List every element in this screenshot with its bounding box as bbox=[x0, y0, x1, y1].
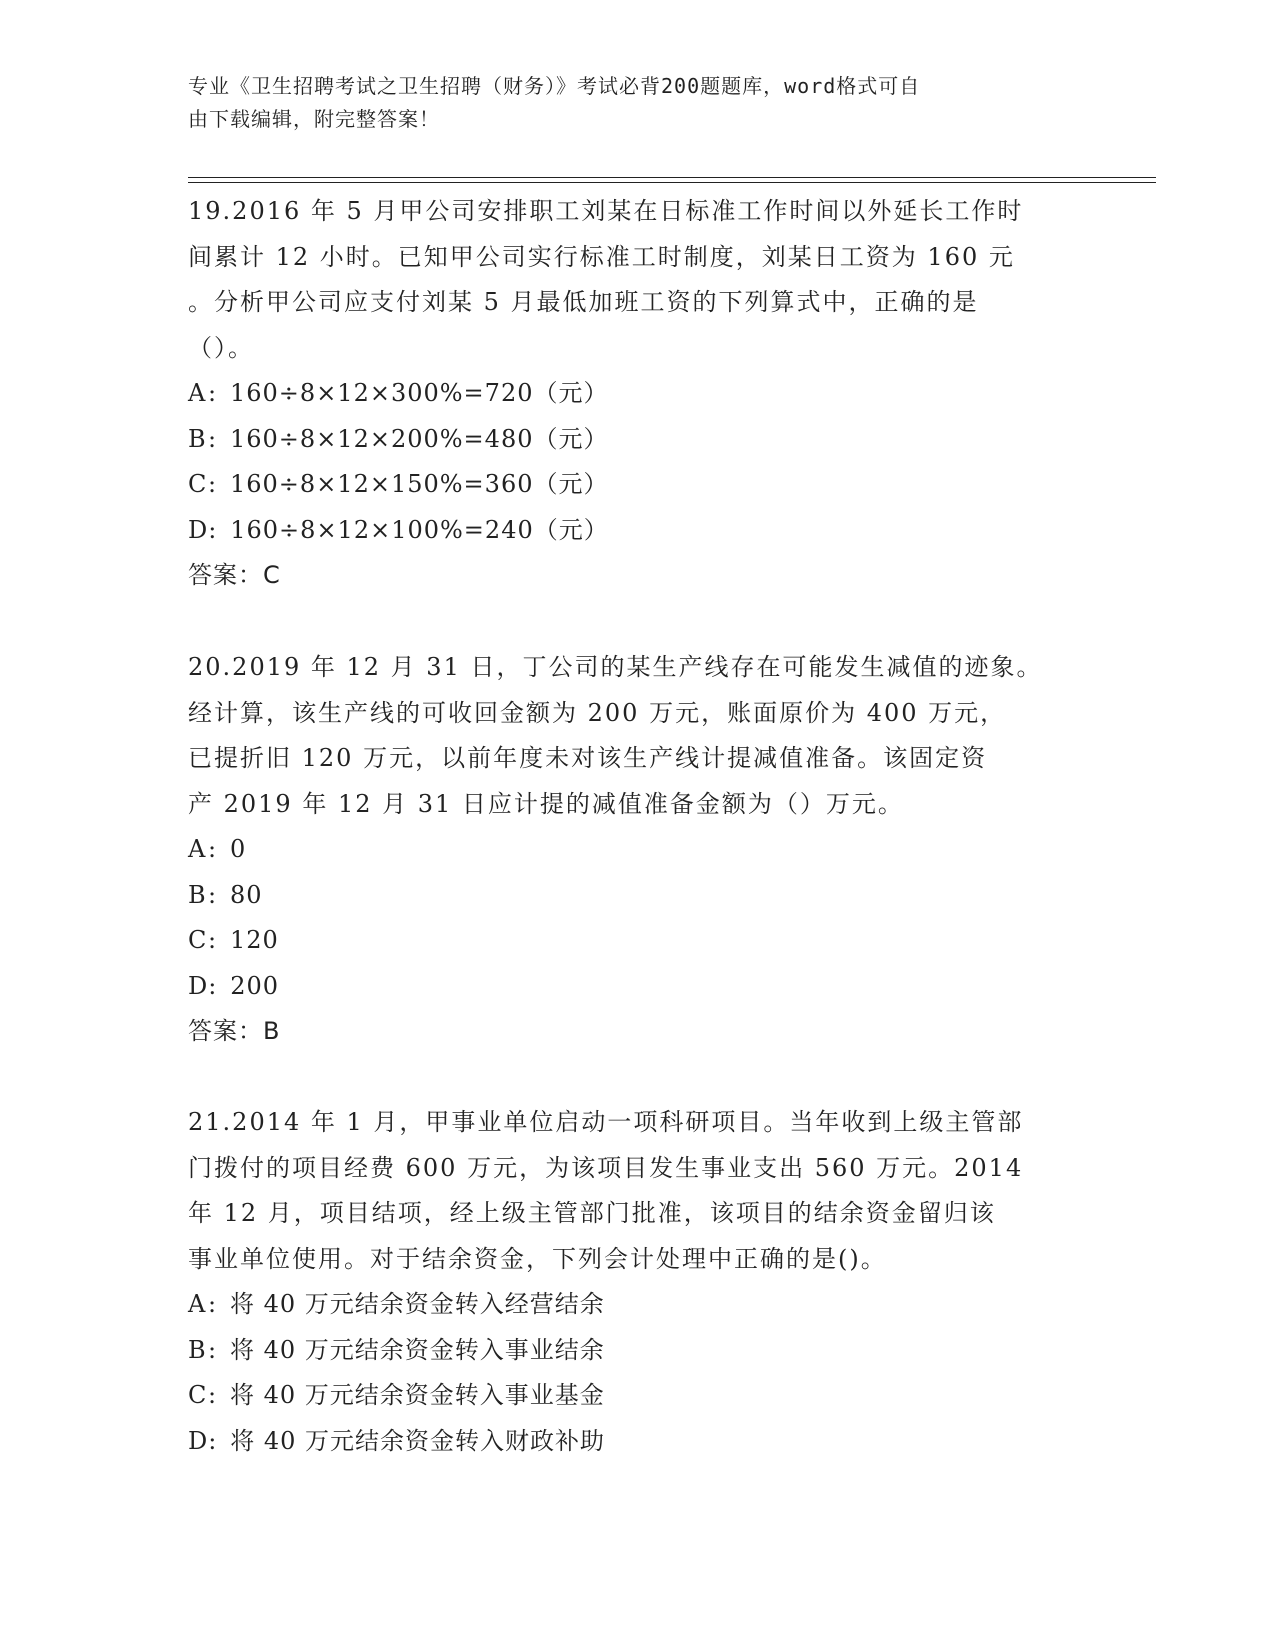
option-text: 0 bbox=[230, 835, 247, 863]
answer-line: 答案：B bbox=[188, 1017, 281, 1045]
header-divider-bottom bbox=[188, 182, 1156, 183]
question-stem-line: 21.2014 年 1 月，甲事业单位启动一项科研项目。当年收到上级主管部 bbox=[188, 1108, 1024, 1136]
question-21 bbox=[188, 1100, 1088, 1464]
option-letter: C bbox=[188, 926, 208, 954]
option-text: 160÷8×12×150%=360（元） bbox=[230, 470, 609, 498]
option-d: D: 将 40 万元结余资金转入财政补助 bbox=[188, 1419, 1088, 1465]
answer-line: 答案：C bbox=[188, 561, 281, 589]
question-stem-line: 经计算，该生产线的可收回金额为 200 万元，账面原价为 400 万元， bbox=[188, 698, 1007, 727]
option-letter: B bbox=[188, 880, 207, 909]
header-divider-top bbox=[188, 177, 1156, 178]
question-stem-line: 年 12 月，项目结项，经上级主管部门批准，该项目的结余资金留归该 bbox=[188, 1199, 996, 1227]
option-text: 160÷8×12×200%=480（元） bbox=[230, 424, 609, 453]
option-letter: A bbox=[188, 835, 207, 863]
option-letter: A bbox=[188, 379, 207, 407]
option-text: 将 40 万元结余资金转入经营结余 bbox=[230, 1290, 605, 1318]
option-text: 200 bbox=[230, 971, 280, 1000]
question-stem-line: 产 2019 年 12 月 31 日应计提的减值准备金额为（）万元。 bbox=[188, 789, 904, 818]
question-19 bbox=[188, 189, 1088, 599]
option-text: 120 bbox=[230, 926, 279, 954]
question-stem-line: 已提折旧 120 万元，以前年度未对该生产线计提减值准备。该固定资 bbox=[188, 744, 988, 772]
option-b: B: 将 40 万元结余资金转入事业结余 bbox=[188, 1328, 1088, 1374]
option-text: 将 40 万元结余资金转入财政补助 bbox=[230, 1426, 606, 1455]
option-letter: A bbox=[188, 1290, 207, 1318]
option-b: B: 80 bbox=[188, 873, 1088, 919]
option-c: C: 160÷8×12×150%=360（元） bbox=[188, 462, 1088, 508]
header-line-2: 由下载编辑，附完整答案！ bbox=[188, 107, 440, 131]
question-20 bbox=[188, 645, 1088, 1055]
option-text: 80 bbox=[230, 880, 263, 909]
option-text: 160÷8×12×100%=240（元） bbox=[230, 515, 609, 544]
option-letter: D bbox=[188, 1426, 209, 1455]
header-line-1: 专业《卫生招聘考试之卫生招聘（财务）》考试必背200题题库，word格式可自 bbox=[188, 74, 921, 98]
question-stem-line: 。分析甲公司应支付刘某 5 月最低加班工资的下列算式中，正确的是 bbox=[188, 288, 979, 316]
option-a: A: 将 40 万元结余资金转入经营结余 bbox=[188, 1282, 1088, 1328]
option-c: C: 120 bbox=[188, 918, 1088, 964]
question-stem-line: 门拨付的项目经费 600 万元，为该项目发生事业支出 560 万元。2014 bbox=[188, 1153, 1024, 1182]
option-c: C: 将 40 万元结余资金转入事业基金 bbox=[188, 1373, 1088, 1419]
question-stem-line: 事业单位使用。对于结余资金，下列会计处理中正确的是()。 bbox=[188, 1244, 887, 1273]
option-b: B: 160÷8×12×200%=480（元） bbox=[188, 417, 1088, 463]
option-a: A: 160÷8×12×300%=720（元） bbox=[188, 371, 1088, 417]
option-d: D: 160÷8×12×100%=240（元） bbox=[188, 508, 1088, 554]
option-letter: B bbox=[188, 424, 207, 453]
question-stem-line: （）。 bbox=[188, 333, 254, 362]
question-stem-line: 20.2019 年 12 月 31 日，丁公司的某生产线存在可能发生减值的迹象。 bbox=[188, 653, 1043, 681]
option-letter: C bbox=[188, 470, 208, 498]
question-stem-line: 间累计 12 小时。已知甲公司实行标准工时制度，刘某日工资为 160 元 bbox=[188, 242, 1015, 271]
option-letter: B bbox=[188, 1335, 207, 1364]
question-stem-line: 19.2016 年 5 月甲公司安排职工刘某在日标准工作时间以外延长工作时 bbox=[188, 197, 1024, 225]
option-a: A: 0 bbox=[188, 827, 1088, 873]
option-d: D: 200 bbox=[188, 964, 1088, 1010]
option-letter: D bbox=[188, 971, 209, 1000]
option-letter: C bbox=[188, 1381, 208, 1409]
option-letter: D bbox=[188, 515, 209, 544]
document-header bbox=[188, 70, 1068, 136]
option-text: 将 40 万元结余资金转入事业基金 bbox=[230, 1381, 605, 1409]
option-text: 将 40 万元结余资金转入事业结余 bbox=[230, 1335, 605, 1364]
option-text: 160÷8×12×300%=720（元） bbox=[230, 379, 609, 407]
